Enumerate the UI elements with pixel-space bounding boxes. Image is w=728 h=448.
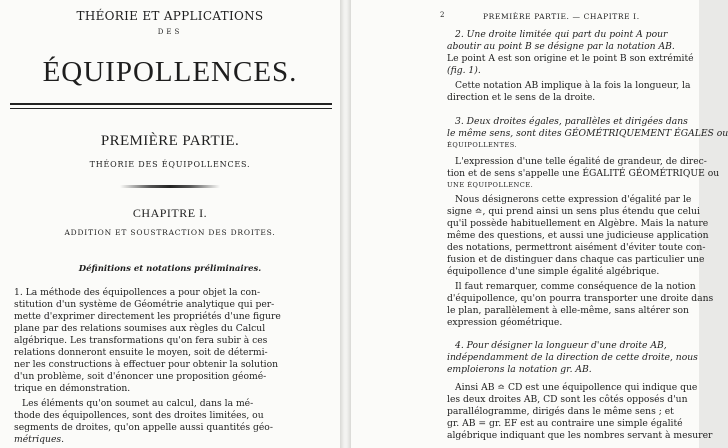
text-line: Ainsi AB ≏ CD est une équipollence qui indique que [455,382,698,393]
text-line: 3. Deux droites égales, parallèles et dirigées dans [455,116,688,127]
text-line: plane par des relations soumises aux règles du Calcul [14,323,266,334]
text-line: segments de droites, qu'on appelle aussi quantités géo- [14,422,273,433]
text-line: stitution d'un système de Géométrie analytique qui per- [14,299,275,310]
title-rule-thin [10,108,332,109]
text-line: des notations, permettront aisément d'éviter toute con- [447,242,706,253]
main-title: ÉQUIPOLLENCES. [42,56,298,88]
text-line: thode des équipollences, sont des droites limitées, ou [14,410,264,421]
text-line: ÉQUIPOLLENTES. [447,141,518,149]
text-line: parallélogramme, dirigés dans le même sens ; et [447,406,674,417]
text-line: (fig. 1). [447,65,481,76]
text-line: mette d'exprimer directement les propriétés d'une figure [14,311,281,322]
text-line: gr. AB = gr. EF est au contraire une simple égalité [447,418,683,429]
text-line: équipollence d'une simple égalité algébrique. [447,266,660,277]
text-line: même des questions, et aussi une judicieuse application [447,230,709,241]
text-line: UNE ÉQUIPOLLENCE. [447,181,534,189]
book-gutter [340,0,351,448]
right-page [351,0,728,448]
text-line: Cette notation AB implique à la fois la longueur, la [455,80,691,91]
text-line: qu'il possède habituellement en Algèbre. Mais la nature [447,218,709,229]
text-line: Il faut remarquer, comme conséquence de la notion [455,281,696,292]
text-line: Le point A est son origine et le point B son extrémité [447,53,694,64]
text-line: ner les constructions à effectuer pour obtenir la solution [14,359,279,370]
chapter-title: CHAPITRE I. [132,206,208,220]
text-line: aboutir au point B se désigne par la notation AB. [447,41,675,52]
text-line: fusion et de distinguer dans chaque cas particulier une [447,254,705,265]
text-line: expression géométrique. [447,317,563,328]
des-word: DES [157,28,183,36]
left-page [0,0,340,448]
text-line: d'un problème, soit d'énoncer une proposition géomé- [14,371,267,382]
title-rule-thick [10,103,332,105]
page-number: 2 [440,11,445,19]
chapter-subtitle: ADDITION ET SOUSTRACTION DES DROITES. [64,228,276,237]
text-line: Les éléments qu'on soumet au calcul, dans la mé- [22,398,254,409]
text-line: L'expression d'une telle égalité de grandeur, de direc- [455,156,707,167]
part-title: PREMIÈRE PARTIE. [100,133,240,149]
ornament-rule [120,185,220,188]
series-title: THÉORIE ET APPLICATIONS [76,9,264,23]
running-header: PREMIÈRE PARTIE. — CHAPITRE I. [483,12,640,21]
text-line: relations donneront ensuite le moyen, soit de détermi- [14,347,268,358]
part-subtitle: THÉORIE DES ÉQUIPOLLENCES. [89,160,251,169]
text-line: trique en démonstration. [14,383,131,394]
text-line: 2. Une droite limitée qui part du point A pour [455,29,668,40]
text-line: algébrique. Les transformations qu'on fera subir à ces [14,335,268,346]
text-line: emploierons la notation gr. AB. [447,364,592,375]
text-line: algébrique indiquant que les nombres servant à mesurer [447,430,713,441]
text-line: le même sens, sont dites GÉOMÉTRIQUEMENT ÉGALES ou [447,128,728,139]
text-line: d'équipollence, qu'on pourra transporter une droite dans [447,293,714,304]
section-title: Définitions et notations préliminaires. [78,264,262,274]
text-line: signe ≏, qui prend ainsi un sens plus étendu que celui [447,206,700,217]
text-line: tion et de sens s'appelle une ÉGALITÉ GÉOMÉTRIQUE ou [447,168,720,179]
text-line: les deux droites AB, CD sont les côtés opposés d'un [447,394,688,405]
text-line: métriques. [14,434,65,445]
text-line: direction et le sens de la droite. [447,92,596,103]
text-line: indépendamment de la direction de cette droite, nous [447,352,698,363]
text-line: 4. Pour désigner la longueur d'une droite AB, [455,340,667,351]
text-line: le plan, parallèlement à elle-même, sans altérer son [447,305,689,316]
text-line: 1. La méthode des équipollences a pour objet la con- [14,287,261,298]
text-line: Nous désignerons cette expression d'égalité par le [455,194,692,205]
